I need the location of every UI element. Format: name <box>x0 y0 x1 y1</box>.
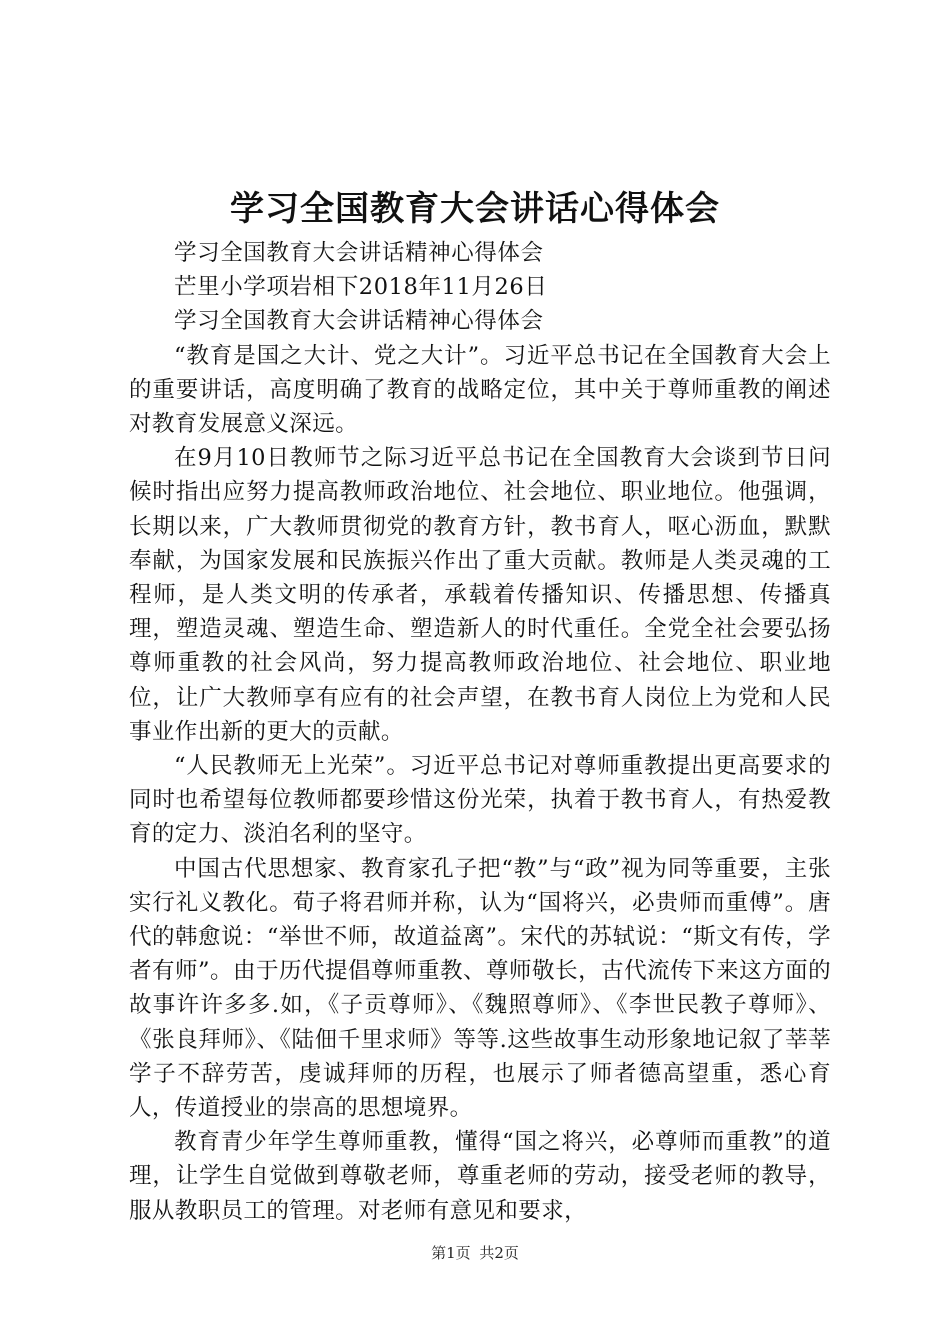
page-number-total: 共2页 <box>479 1244 519 1262</box>
paragraph-3: “人民教师无上光荣”。习近平总书记对尊师重教提出更高要求的同时也希望每位教师都要珍惜这份光荣，执着于教书育人，有热爱教育的定力、淡泊名利的坚守。 <box>129 753 831 848</box>
paragraph-2: 在9月10日教师节之际习近平总书记在全国教育大会谈到节日问候时指出应努力提高教师政治地位、社会地位、职业地位。他强调，长期以来，广大教师贯彻党的教育方针，教书育人，呕心沥血，默默奉献，为国家发展和民族振兴作出了重大贡献。教师是人类灵魂的工程师，是人类文明的传承者，承载着传播知识、传播思想、传播真理，塑造灵魂、塑造生命、塑造新人的时代重任。全党全社会要弘扬尊师重教的社会风尚，努力提高教师政治地位、社会地位、职业地位，让广大教师享有应有的社会声望，在教书育人岗位上为党和人民事业作出新的更大的贡献。 <box>129 445 831 745</box>
header-line-subtitle-repeat: 学习全国教育大会讲话精神心得体会 <box>174 308 544 335</box>
document-body <box>129 236 831 1228</box>
paragraph-5: 教育青少年学生尊师重教，懂得“国之将兴，必尊师而重教”的道理，让学生自觉做到尊敬老师，尊重老师的劳动，接受老师的教导，服从教职员工的管理。对老师有意见和要求， <box>129 1129 831 1224</box>
document-title: 学习全国教育大会讲话心得体会 <box>230 189 720 229</box>
paragraph-4: 中国古代思想家、教育家孔子把“教”与“政”视为同等重要，主张实行礼义教化。荀子将君师并称，认为“国将兴，必贵师而重傅”。唐代的韩愈说：“举世不师，故道益离”。宋代的苏轼说：“斯文有传，学者有师”。由于历代提倡尊师重教、尊师敬长，古代流传下来这方面的故事许许多多.如，《子贡尊师》、《魏照尊师》、《李世民教子尊师》、《张良拜师》、《陆佃千里求师》等等.这些故事生动形象地记叙了莘莘学子不辞劳苦，虔诚拜师的历程，也展示了师者德高望重，悉心育人，传道授业的崇高的思想境界。 <box>129 855 831 1122</box>
header-line-subtitle: 学习全国教育大会讲话精神心得体会 <box>174 240 544 266</box>
paragraph-1: “教育是国之大计、党之大计”。习近平总书记在全国教育大会上的重要讲话，高度明确了教育的战略定位，其中关于尊师重教的阐述对教育发展意义深远。 <box>129 342 831 438</box>
page-number-current: 第1页 <box>431 1244 471 1262</box>
page-footer <box>0 1243 950 1263</box>
header-line-author-date: 芒里小学项岩相下2018年11月26日 <box>174 274 548 301</box>
